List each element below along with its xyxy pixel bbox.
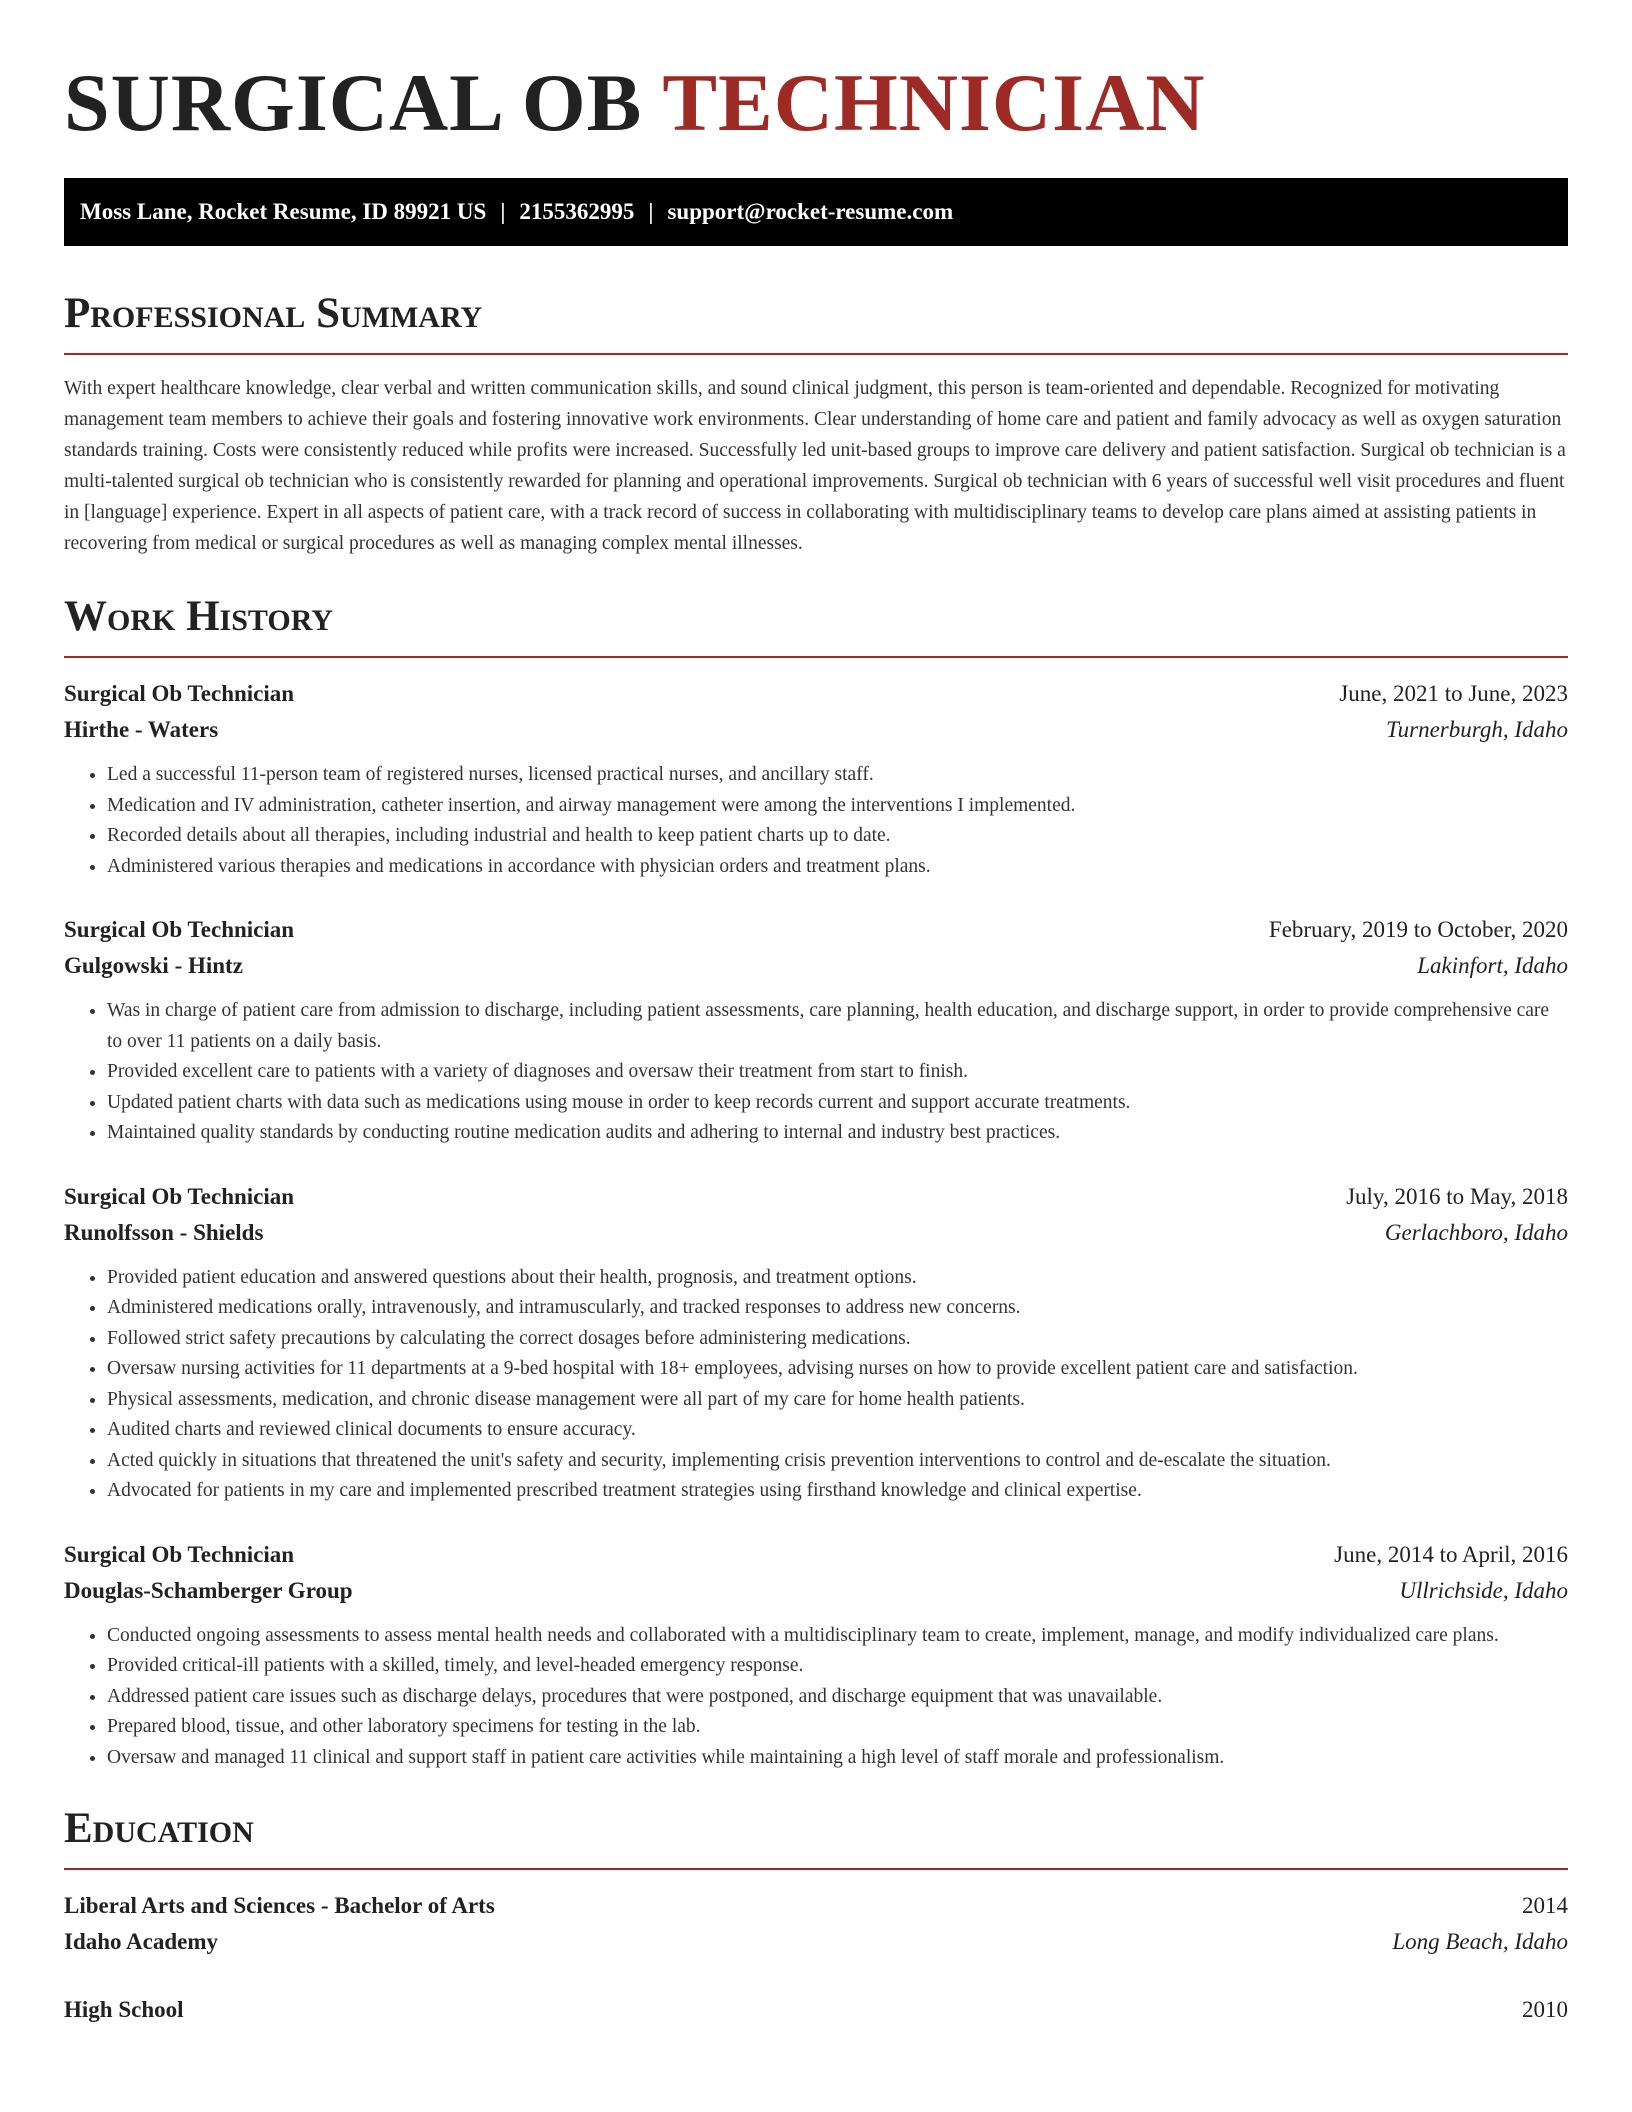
job-bullet: • Advocated for patients in my care and implemented prescribed treatment strategies using firsthand knowledge and clinical expertise. <box>107 1476 1568 1507</box>
job-entry <box>64 912 1568 1149</box>
job-bullets <box>64 1263 1568 1507</box>
education-degree: Liberal Arts and Sciences - Bachelor of Arts <box>64 1893 495 1918</box>
job-company-row <box>64 1215 1568 1251</box>
job-bullets <box>64 996 1568 1149</box>
education-year: 2010 <box>1522 1997 1568 2022</box>
education-entry <box>64 1992 1568 2028</box>
contact-bar <box>64 178 1568 246</box>
job-company-row <box>64 712 1568 748</box>
job-bullet: • Addressed patient care issues such as discharge delays, procedures that were postponed, and discharge equipment that was unavailable. <box>107 1682 1568 1713</box>
job-bullet: • Conducted ongoing assessments to assess mental health needs and collaborated with a multidisciplinary team to create, implement, manage, and modify individualized care plans. <box>107 1621 1568 1652</box>
summary-text: With expert healthcare knowledge, clear verbal and written communication skills, and sound clinical judgment, this person is team-oriented and dependable. Recognized for motivating management team members to achieve their goals and fostering innovative work environments. Clear understanding of home care and patient and family advocacy as well as oxygen saturation standards training. Costs were consistently reduced while profits were increased. Successfully led unit-based groups to improve care delivery and patient satisfaction. Surgical ob technician is a multi-talented surgical ob technician who is consistently rewarded for planning and operational improvements. Surgical ob technician with 6 years of successful well visit procedures and fluent in [language] experience. Expert in all aspects of patient care, with a track record of success in collaborating with multidisciplinary teams to develop care plans aimed at assisting patients in recovering from medical or surgical procedures as well as managing complex mental illnesses. <box>64 378 1566 554</box>
job-bullet: • Prepared blood, tissue, and other laboratory specimens for testing in the lab. <box>107 1712 1568 1743</box>
job-bullet: • Provided critical-ill patients with a skilled, timely, and level-headed emergency response. <box>107 1651 1568 1682</box>
title-accent: TECHNICIAN <box>662 57 1206 148</box>
job-dates: July, 2016 to May, 2018 <box>1346 1183 1568 1209</box>
job-bullet: • Maintained quality standards by conducting routine medication audits and adhering to internal and industry best practices. <box>107 1118 1568 1149</box>
education-degree: High School <box>64 1997 184 2022</box>
job-company: Douglas-Schamberger Group <box>64 1577 353 1603</box>
job-entry <box>64 1537 1568 1774</box>
job-title: Surgical Ob Technician <box>64 1183 295 1209</box>
job-title: Surgical Ob Technician <box>64 1541 295 1567</box>
job-bullet: • Provided excellent care to patients with a variety of diagnoses and oversaw their treatment from start to finish. <box>107 1057 1568 1088</box>
job-bullet: • Led a successful 11-person team of registered nurses, licensed practical nurses, and ancillary staff. <box>107 760 1568 791</box>
job-title: Surgical Ob Technician <box>64 917 295 942</box>
job-title: Surgical Ob Technician <box>64 681 295 706</box>
job-company: Gulgowski - Hintz <box>64 953 243 978</box>
job-bullet: • Medication and IV administration, catheter insertion, and airway management were among the interventions I implemented. <box>107 791 1568 822</box>
job-bullets <box>64 1621 1568 1774</box>
job-bullet: • Followed strict safety precautions by calculating the correct dosages before administering medications. <box>107 1324 1568 1355</box>
job-bullet: • Was in charge of patient care from admission to discharge, including patient assessments, care planning, health education, and discharge support, in order to provide comprehensive care to over 11 patients on a daily basis. <box>107 996 1568 1057</box>
job-bullet: • Administered various therapies and medications in accordance with physician orders and treatment plans. <box>107 852 1568 883</box>
title-main: SURGICAL OB <box>64 57 643 148</box>
work-history-heading: Work History <box>64 591 1568 658</box>
education-entry <box>64 1888 1568 1960</box>
job-location: Ullrichside, Idaho <box>1399 1577 1568 1603</box>
job-company-row <box>64 948 1568 984</box>
job-dates: June, 2014 to April, 2016 <box>1334 1541 1568 1567</box>
job-location: Lakinfort, Idaho <box>1417 953 1568 978</box>
job-header-row <box>64 1179 1568 1215</box>
job-bullet: • Physical assessments, medication, and chronic disease management were all part of my care for home health patients. <box>107 1385 1568 1416</box>
job-entry <box>64 676 1568 882</box>
job-bullet: • Provided patient education and answered questions about their health, prognosis, and treatment options. <box>107 1263 1568 1294</box>
education-school: Idaho Academy <box>64 1929 218 1954</box>
job-bullets <box>64 760 1568 882</box>
job-dates: February, 2019 to October, 2020 <box>1268 917 1568 942</box>
job-entry <box>64 1179 1568 1507</box>
contact-separator: | <box>500 199 506 224</box>
resume-title <box>64 0 1568 150</box>
education-degree-row <box>64 1992 1568 2028</box>
contact-address: Moss Lane, Rocket Resume, ID 89921 US <box>80 199 487 224</box>
education-heading: Education <box>64 1803 1568 1870</box>
job-company: Hirthe - Waters <box>64 717 219 742</box>
job-header-row <box>64 676 1568 712</box>
job-bullet: • Oversaw and managed 11 clinical and support staff in patient care activities while maintaining a high level of staff morale and professionalism. <box>107 1743 1568 1774</box>
contact-phone: 2155362995 <box>519 199 635 224</box>
education-location: Long Beach, Idaho <box>1392 1929 1568 1954</box>
job-bullet: • Acted quickly in situations that threatened the unit's safety and security, implementing crisis prevention interventions to control and de-escalate the situation. <box>107 1446 1568 1477</box>
job-dates: June, 2021 to June, 2023 <box>1339 681 1568 706</box>
job-bullet: • Administered medications orally, intravenously, and intramuscularly, and tracked responses to address new concerns. <box>107 1293 1568 1324</box>
contact-email[interactable]: support@rocket-resume.com <box>667 199 954 224</box>
job-company-row <box>64 1573 1568 1609</box>
job-location: Gerlachboro, Idaho <box>1384 1219 1568 1245</box>
job-header-row <box>64 1537 1568 1573</box>
job-location: Turnerburgh, Idaho <box>1386 717 1568 742</box>
education-school-row <box>64 1924 1568 1960</box>
job-header-row <box>64 912 1568 948</box>
job-bullet: • Recorded details about all therapies, including industrial and health to keep patient charts up to date. <box>107 821 1568 852</box>
job-bullet: • Audited charts and reviewed clinical documents to ensure accuracy. <box>107 1415 1568 1446</box>
education-year: 2014 <box>1522 1893 1568 1918</box>
job-bullet: • Updated patient charts with data such as medications using mouse in order to keep records current and support accurate treatments. <box>107 1088 1568 1119</box>
summary-heading: Professional Summary <box>64 288 1568 355</box>
education-degree-row <box>64 1888 1568 1924</box>
job-company: Runolfsson - Shields <box>64 1219 264 1245</box>
job-bullet: • Oversaw nursing activities for 11 departments at a 9-bed hospital with 18+ employees, advising nurses on how to provide excellent patient care and satisfaction. <box>107 1354 1568 1385</box>
contact-separator: | <box>648 199 654 224</box>
